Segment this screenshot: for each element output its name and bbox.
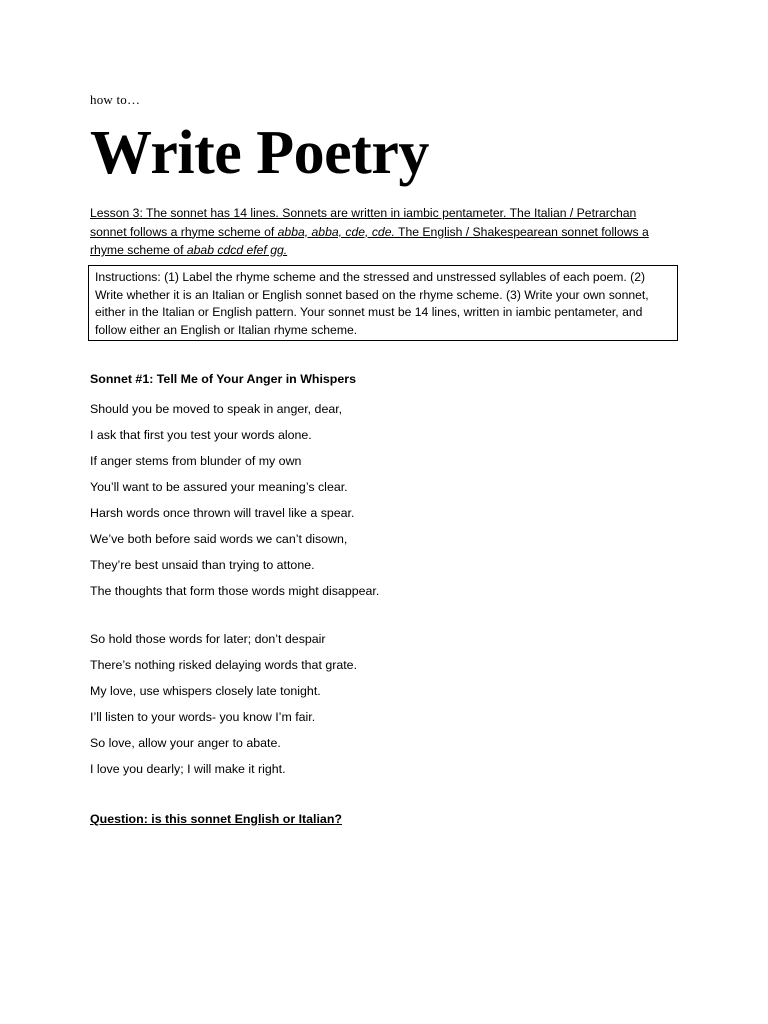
italian-rhyme-scheme: abba, abba, cde, cde. bbox=[277, 224, 395, 239]
poem-line: Should you be moved to speak in anger, dear, bbox=[90, 402, 343, 416]
poem-line: So hold those words for later; don’t despair bbox=[90, 632, 326, 646]
sonnet-poem bbox=[90, 399, 379, 785]
poem-line: They’re best unsaid than trying to attone. bbox=[90, 558, 315, 572]
poem-line: I ask that first you test your words alone. bbox=[90, 428, 312, 442]
poem-line: I love you dearly; I will make it right. bbox=[90, 762, 286, 776]
page-title: Write Poetry bbox=[90, 119, 429, 187]
lesson-middle: The English / Shakespearean sonnet follows a rhyme scheme of bbox=[90, 224, 649, 257]
poem-line: You’ll want to be assured your meaning’s clear. bbox=[90, 480, 348, 494]
lesson-description bbox=[90, 204, 670, 260]
poem-line: There’s nothing risked delaying words that grate. bbox=[90, 658, 358, 672]
english-rhyme-scheme: abab cdcd efef gg. bbox=[186, 243, 288, 257]
poem-line: So love, allow your anger to abate. bbox=[90, 736, 281, 750]
poem-line: I’ll listen to your words- you know I’m fair. bbox=[90, 710, 316, 724]
poem-line: We’ve both before said words we can’t disown, bbox=[90, 532, 348, 546]
poem-line: If anger stems from blunder of my own bbox=[90, 454, 302, 468]
lesson-intro: Lesson 3: The sonnet has 14 lines. Sonnets are written in iambic pentameter. The Italian / Petrarchan sonnet follows a rhyme scheme of bbox=[90, 206, 637, 239]
question-prompt: Question: is this sonnet English or Italian? bbox=[90, 812, 342, 826]
poem-line: My love, use whispers closely late tonight. bbox=[90, 684, 321, 698]
instructions-box: Instructions: (1) Label the rhyme scheme and the stressed and unstressed syllables of each poem. (2) Write whether it is an Italian or English sonnet based on the rhyme scheme. (3) Write your own sonnet, either in the Italian or English pattern. Your sonnet must be 14 lines, written in iambic pentameter, and follow either an English or Italian rhyme scheme. bbox=[88, 265, 678, 341]
sonnet-title: Sonnet #1: Tell Me of Your Anger in Whispers bbox=[90, 372, 356, 386]
poem-line: Harsh words once thrown will travel like a spear. bbox=[90, 506, 355, 520]
kicker-text: how to… bbox=[90, 92, 141, 107]
poem-line: The thoughts that form those words might disappear. bbox=[90, 584, 380, 598]
stanza-break bbox=[90, 607, 379, 629]
